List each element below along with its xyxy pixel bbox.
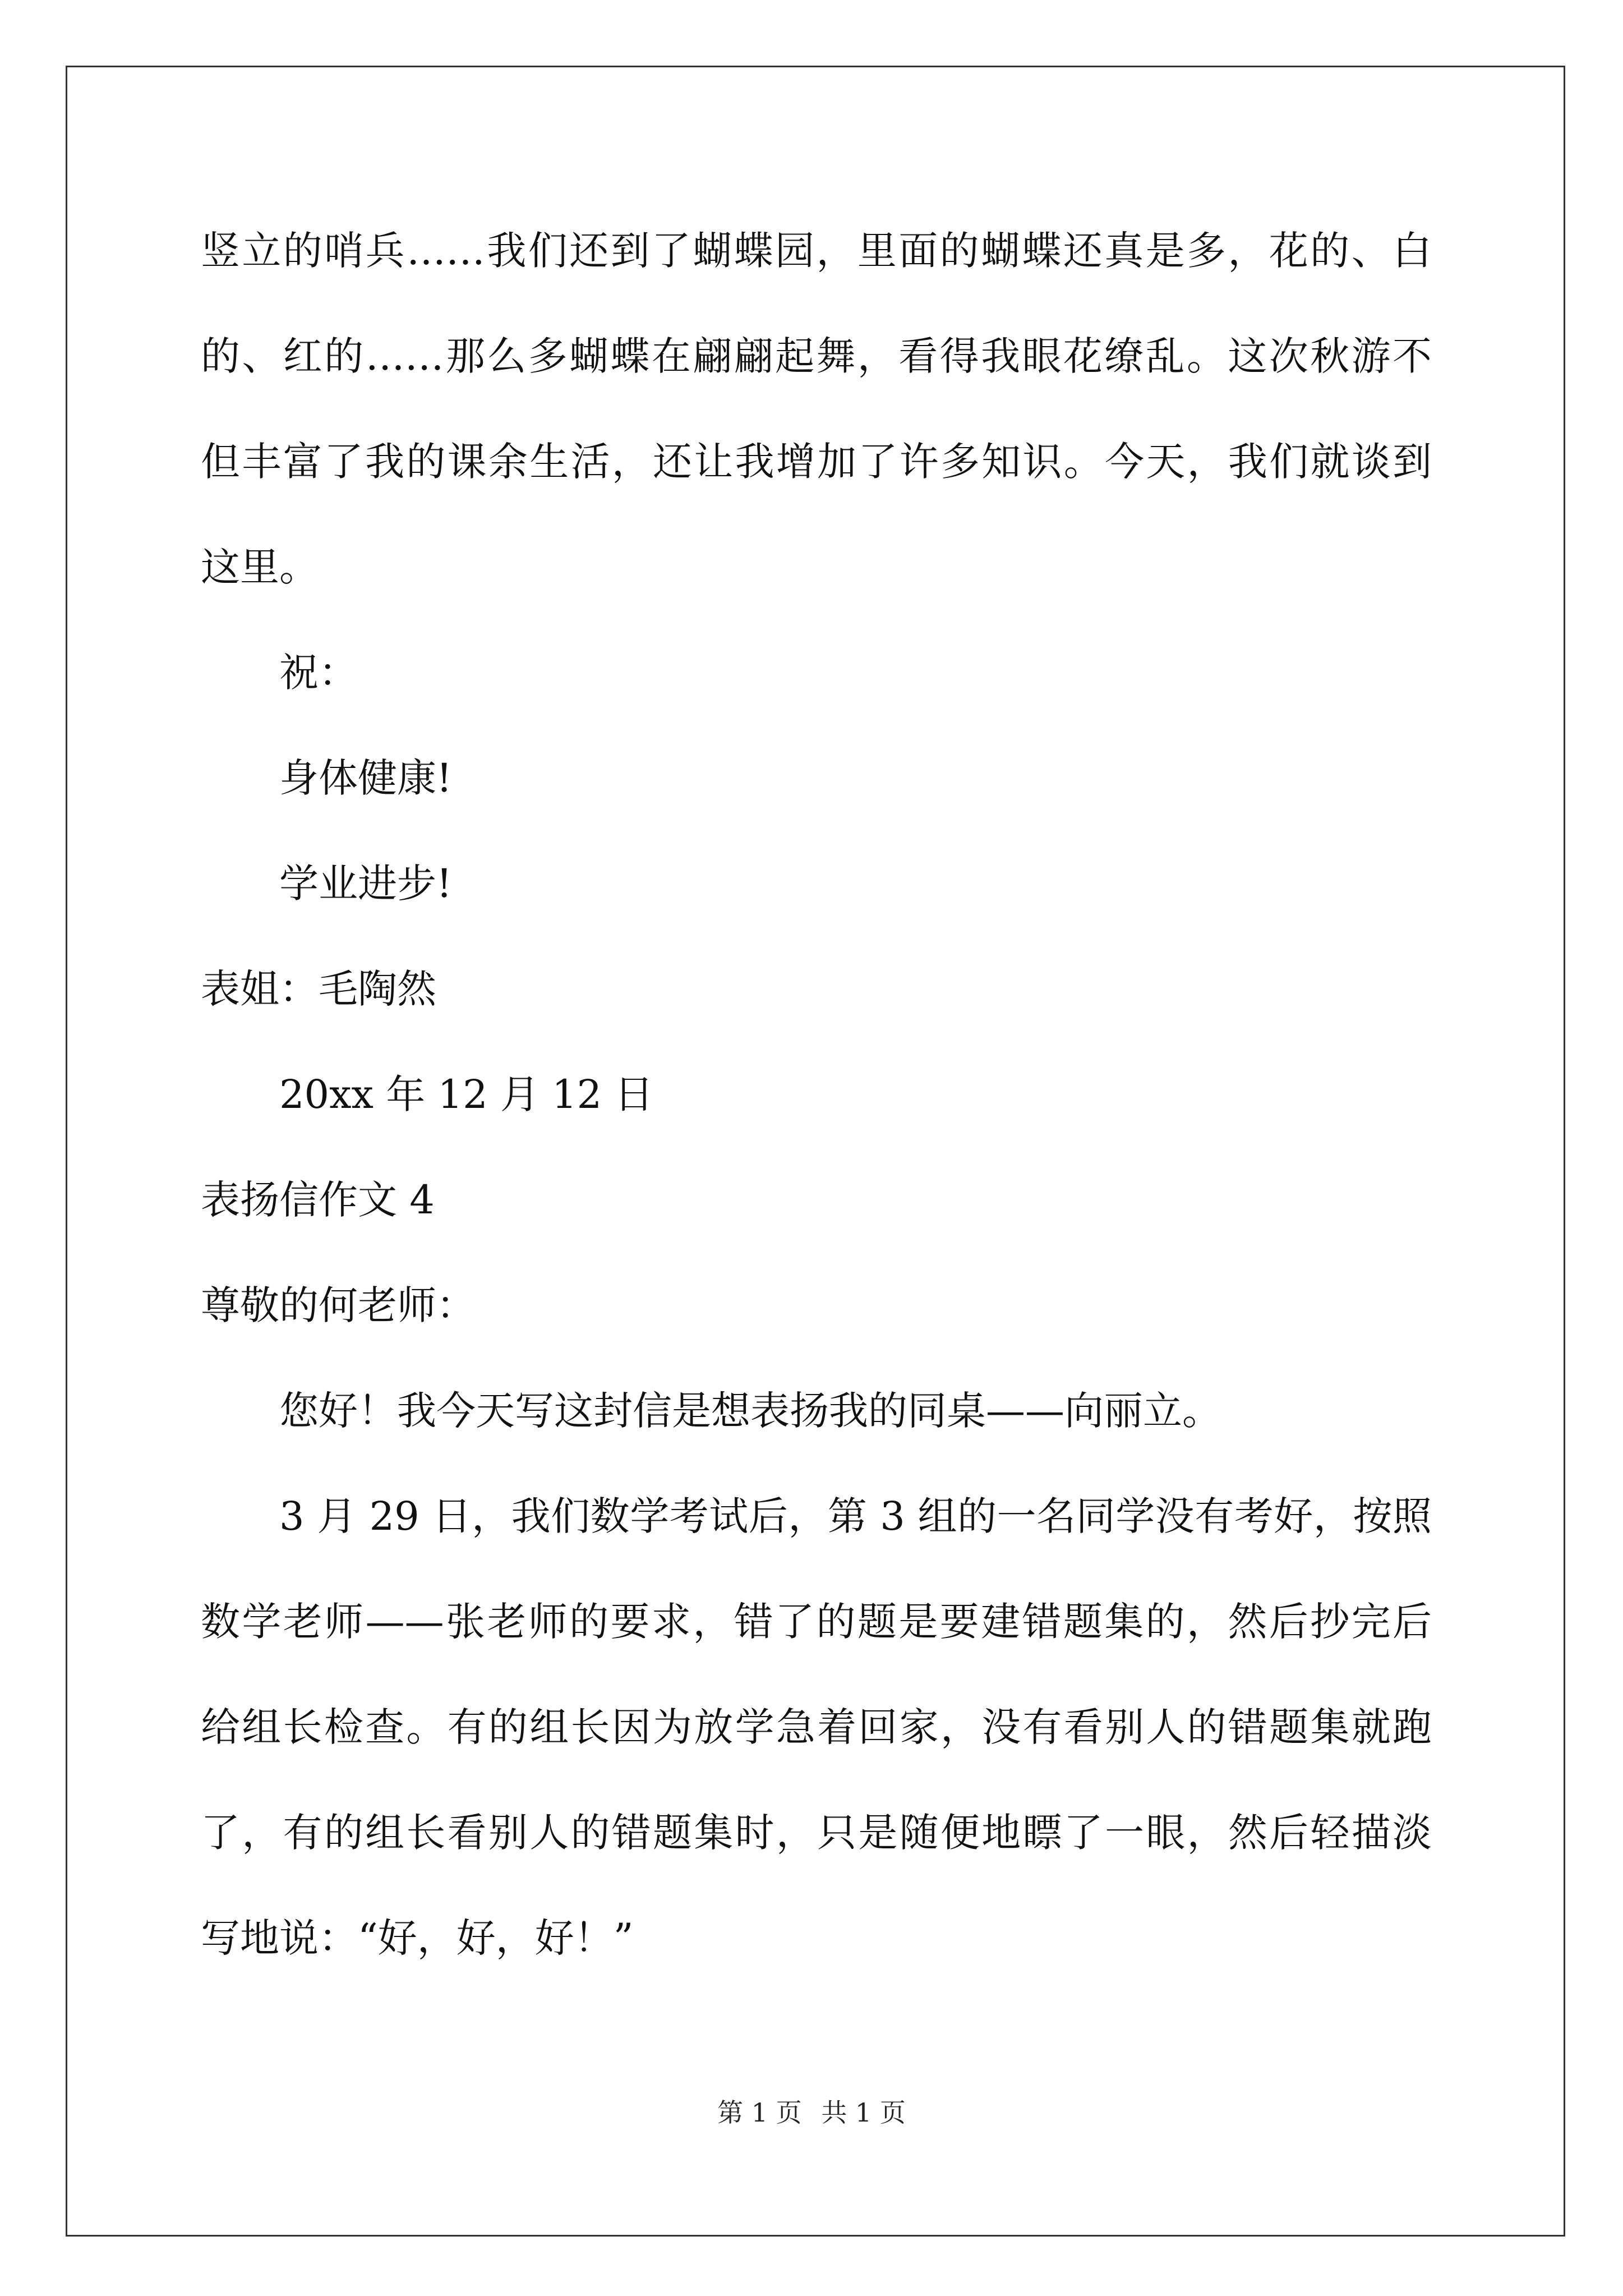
page-border [66, 66, 1565, 2237]
text-line: 的、红的……那么多蝴蝶在翩翩起舞，看得我眼花缭乱。这次秋游不 [201, 333, 1432, 379]
date-line: 20xx 年 12 月 12 日 [279, 1071, 654, 1117]
text-line: 但丰富了我的课余生活，还让我增加了许多知识。今天，我们就谈到 [201, 439, 1432, 485]
text-line: 了，有的组长看别人的错题集时，只是随便地瞟了一眼，然后轻描淡 [201, 1810, 1432, 1856]
text-line: 给组长检查。有的组长因为放学急着回家，没有看别人的错题集就跑 [201, 1704, 1432, 1750]
wish-line: 学业进步! [279, 861, 453, 907]
page-total: 共 1 页 [821, 2097, 906, 2128]
page-footer [0, 2092, 1623, 2129]
text-line: 竖立的哨兵……我们还到了蝴蝶园，里面的蝴蝶还真是多，花的、白 [201, 228, 1432, 274]
text-line: 写地说：“好，好，好！” [201, 1915, 634, 1961]
greeting: 尊敬的何老师： [201, 1282, 476, 1328]
text-line: 您好！我今天写这封信是想表扬我的同桌——向丽立。 [279, 1388, 1221, 1434]
text-line: 3 月 29 日，我们数学考试后，第 3 组的一名同学没有考好，按照 [279, 1493, 1432, 1539]
section-title: 表扬信作文 4 [201, 1177, 435, 1223]
closing-salutation: 祝： [279, 650, 358, 696]
page-number: 第 1 页 [717, 2097, 802, 2128]
wish-line: 身体健康! [279, 755, 453, 801]
text-line: 这里。 [201, 544, 319, 590]
signature: 表姐：毛陶然 [201, 966, 436, 1012]
text-line: 数学老师——张老师的要求，错了的题是要建错题集的，然后抄完后 [201, 1599, 1432, 1645]
